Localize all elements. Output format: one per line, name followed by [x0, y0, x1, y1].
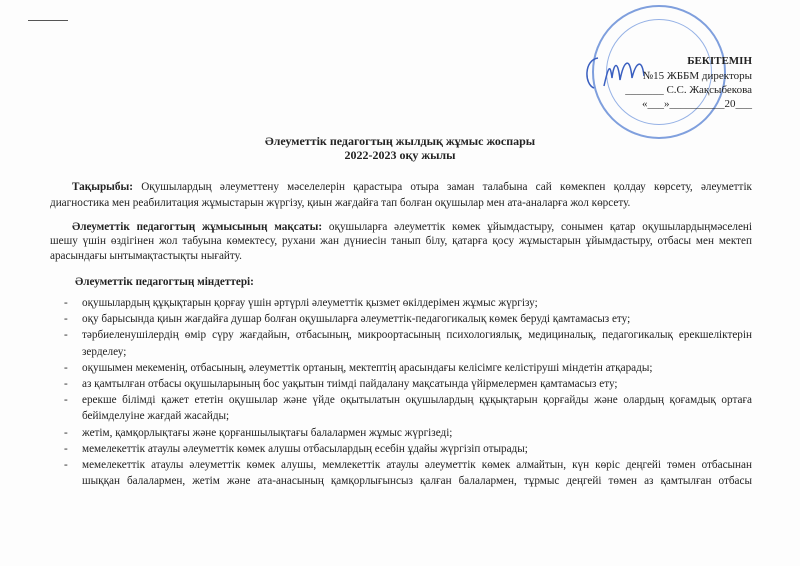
goal-label: Әлеуметтік педагогтың жұмысының мақсаты:	[72, 221, 323, 233]
bullet-dash: -	[64, 426, 68, 439]
task-item-line: аз қамтылған отбасы оқушыларының бос уақытын тиімді пайдалану мақсатында үйірмелермен қамтамасыз ету;	[82, 378, 618, 390]
page-subtitle: 2022-2023 оқу жылы	[344, 148, 456, 162]
goal-text: оқушыларға әлеуметтік көмек ұйымдастыру, сонымен қатар оқушылардыңмәселені	[328, 221, 753, 233]
approval-name: _______ С.С. Жақсыбекова	[625, 84, 752, 96]
task-item-line: зерделеу;	[82, 345, 127, 358]
topic-label: Тақырыбы:	[72, 181, 133, 193]
approval-director: №15 ЖББМ директоры	[642, 70, 752, 82]
bullet-dash: -	[64, 313, 68, 326]
task-item-line: оқушылардың құқықтарын қорғау үшін әртүрлі әлеуметтік қызмет өкілдерімен жұмыс жүргізу;	[82, 297, 538, 309]
task-item-line: тәрбиеленушілердің өмір сүру жағдайын, отбасының, микроортасының психологиялық, медициналық, педагогикалық ерекшеліктерін	[82, 329, 752, 342]
task-item-line: оқу барысында қиын жағдайға душар болған оқушыларға әлеуметтік-педагогикалық көмек беруді қамтамасыз ету;	[82, 313, 631, 326]
tasks-heading: Әлеуметтік педагогтың міндеттері:	[75, 276, 254, 288]
topic-text: Оқушылардың әлеуметтену мәселелерін қарастыра отыра заман талабына сай көмекпен қолдау көрсету, әлеуметтік	[141, 181, 752, 193]
goal-line-3: арасындағы ынтымақтастықты нығайту.	[50, 250, 242, 262]
task-item-line: жетім, қамқорлықтағы және қорғаншылықтағы балалармен жұмыс жүргізеді;	[82, 426, 453, 439]
bullet-dash: -	[64, 442, 68, 455]
bullet-dash: -	[64, 361, 68, 374]
task-item-line: бейімделуіне жағдай жасайды;	[82, 410, 230, 423]
topic-line-1	[72, 181, 752, 194]
bullet-dash: -	[64, 459, 68, 471]
page-title: Әлеуметтік педагогтың жылдық жұмыс жоспары	[264, 134, 536, 148]
bullet-dash: -	[64, 329, 68, 342]
bullet-dash: -	[64, 297, 68, 309]
approval-date: «___»__________20___	[642, 98, 752, 110]
scan-mark	[28, 20, 68, 21]
task-item-line: ерекше білімді қажет ететін оқушылар және үйде оқытылатын оқушылардың құқықтарын қорғайды және олардың қоғамдық ортаға	[82, 394, 752, 407]
goal-line-2: шешу үшін өздігінен жол табуына көмектесу, рухани жан дүниесін танып білу, қатарға қосу жұмыстарын ұйымдастыру, отбасы мен мектеп	[50, 235, 752, 247]
bullet-dash: -	[64, 378, 68, 390]
task-item-line: мемелекеттік атаулы әлеуметтік көмек алушы, мемлекеттік атаулы әлеуметтік көмек алмайтын, күн көріс деңгейі төмен отбасынан	[82, 459, 752, 471]
task-item-line: шыққан балалармен, жетім және ата-анасының қамқорлығынсыз қалған балалармен, тұрмыс деңгейі төмен аз қамтылған отбасы	[82, 475, 752, 488]
approval-heading: БЕКІТЕМІН	[687, 55, 752, 67]
bullet-dash: -	[64, 394, 68, 407]
task-item-line: оқушымен мекеменің, отбасының, әлеуметтік ортаның, мектептің арасындағы келісімге келістіруші міндетін атқарады;	[82, 361, 653, 374]
topic-line-2: диагностика мен реабилитация жұмыстарын жүргізу, қиын жағдайға тап болған оқушылар мен ата-аналарға жол көрсету.	[50, 197, 631, 209]
task-item-line: мемелекеттік атаулы әлеуметтік көмек алушы отбасылардың есебін ұдайы жүргізіп отырады;	[82, 442, 528, 455]
goal-line-1	[72, 221, 752, 234]
